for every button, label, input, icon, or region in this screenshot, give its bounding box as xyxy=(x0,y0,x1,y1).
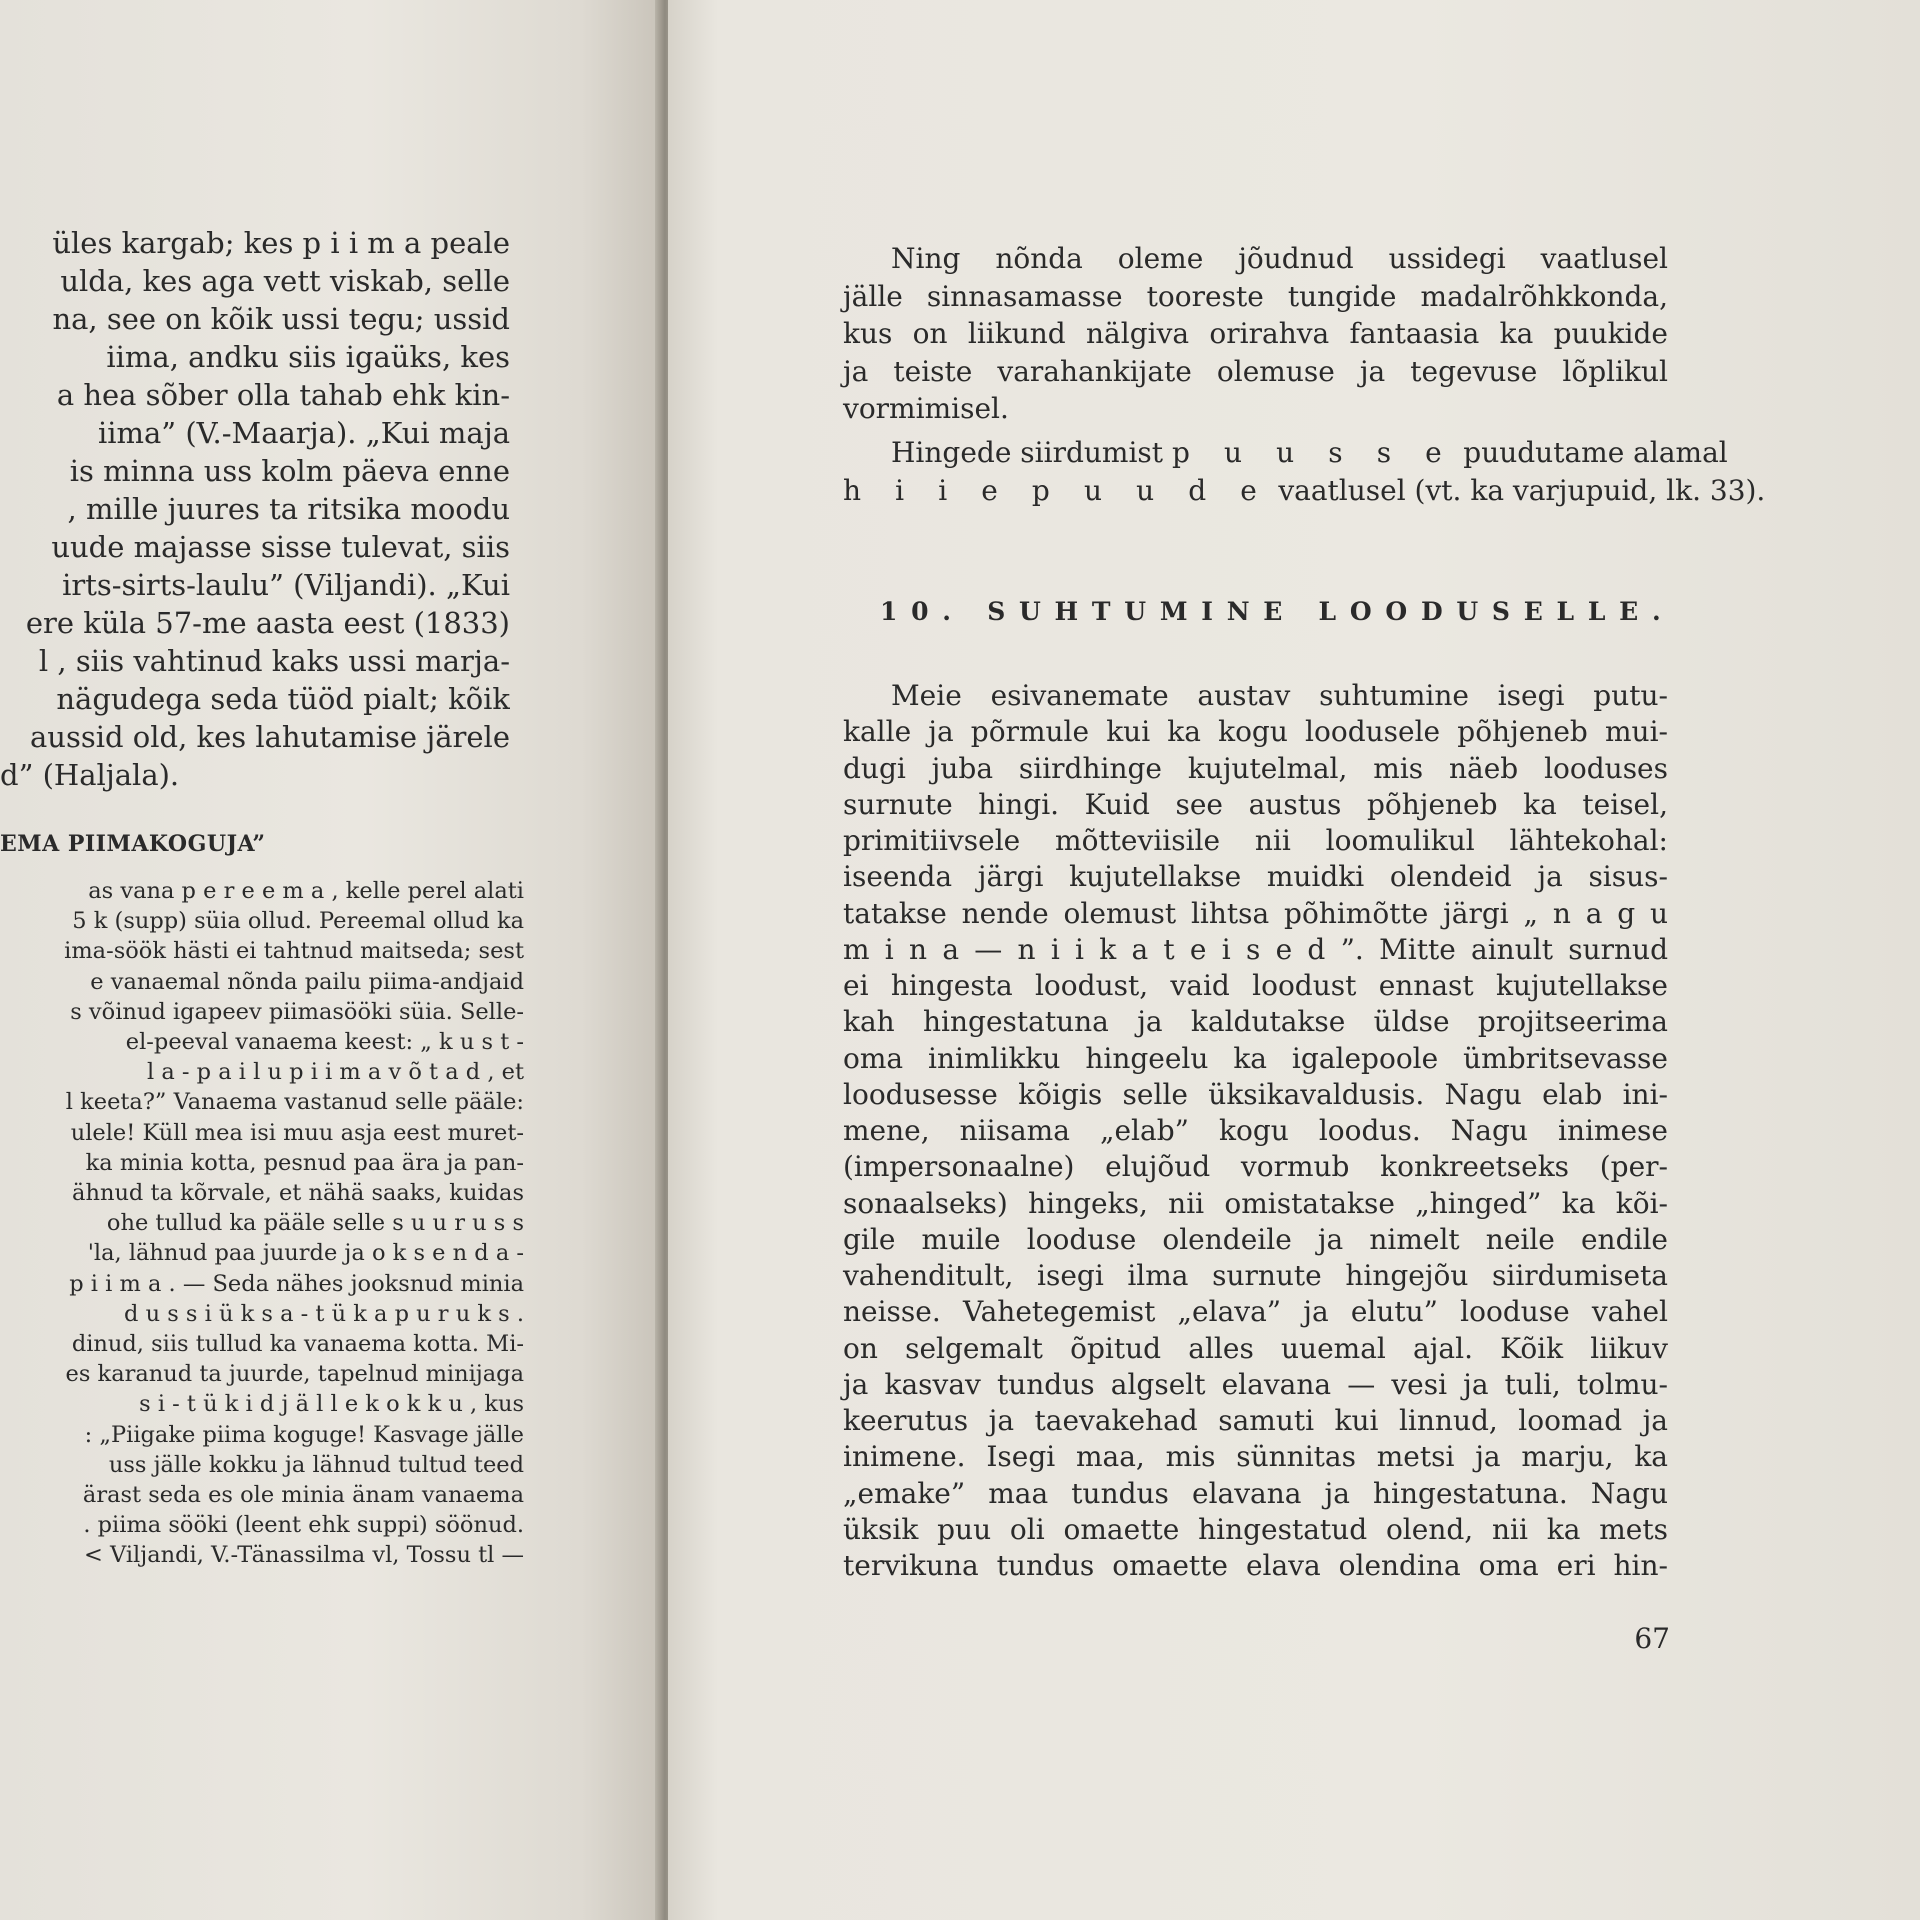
text-line: ärast seda es ole minia änam vanaema xyxy=(82,1482,524,1509)
text-line xyxy=(843,472,1766,510)
text-line: d u s s i ü k s a - t ü k a p u r u k s . xyxy=(124,1300,524,1327)
text-line: ja kasvav tundus algselt elavana — vesi ja tuli, tolmu- xyxy=(843,1367,1668,1401)
text-line: iima, andku siis igaüks, kes xyxy=(106,340,510,374)
text-line: kus on liikund nälgiva orirahva fantaasia ka puukide xyxy=(843,317,1668,351)
text-line: jälle sinnasamasse tooreste tungide madalrõhkkonda, xyxy=(843,279,1668,313)
text-line: üles kargab; kes p i i m a peale xyxy=(52,226,510,260)
text-line: s i - t ü k i d j ä l l e k o k k u , kus xyxy=(139,1391,524,1418)
text-line: oma inimlikku hingeelu ka igalepoole ümbritsevasse xyxy=(843,1041,1668,1075)
right-paragraph-2 xyxy=(843,434,1766,509)
text-line: ei hingesta loodust, vaid loodust ennast kujutellakse xyxy=(843,969,1668,1002)
text-line: 5 k (supp) süia ollud. Pereemal ollud ka xyxy=(72,908,524,935)
text-line: s võinud igapeev piimasööki süia. Selle- xyxy=(70,998,524,1025)
text-line: uss jälle kokku ja lähnud tultud teed xyxy=(108,1451,524,1478)
text-line: uude majasse sisse tulevat, siis xyxy=(51,530,510,564)
text-line: mene, niisama „elab” kogu loodus. Nagu inimese xyxy=(843,1114,1668,1147)
text-line: kalle ja põrmule kui ka kogu loodusele põhjeneb mui- xyxy=(843,715,1668,749)
text-line: irts-sirts-laulu” (Viljandi). „Kui xyxy=(62,568,510,602)
text-line: loodusesse kõigis selle üksikavaldusis. Nagu elab ini- xyxy=(843,1077,1668,1111)
text-line: Meie esivanemate austav suhtumine isegi putu- xyxy=(891,679,1668,712)
text-line: „emake” maa tundus elavana ja hingestatuna. Nagu xyxy=(843,1476,1668,1510)
text-fragment: vaatlusel (vt. ka varjupuid, lk. 33). xyxy=(1278,473,1766,507)
text-line: (impersonaalne) elujõud vormub konkreetseks (per- xyxy=(843,1150,1668,1184)
text-line: < Viljandi, V.-Tänassilma vl, Tossu tl — xyxy=(83,1542,524,1569)
left-subheading: EMA PIIMAKOGUJA” xyxy=(0,831,266,857)
text-line: gile muile looduse olendeile ja nimelt neile endile xyxy=(843,1222,1668,1256)
spaced-text: p u u s s e xyxy=(1171,436,1455,469)
text-line: nägudega seda tüöd pialt; kõik xyxy=(56,682,510,716)
text-line: ulda, kes aga vett viskab, selle xyxy=(60,264,510,298)
text-line: tatakse nende olemust lihtsa põhimõtte järgi „ n a g u xyxy=(843,896,1668,930)
text-line: ohe tullud ka pääle selle s u u r u s s xyxy=(106,1210,524,1237)
left-page xyxy=(0,0,660,1920)
text-line: ulele! Küll mea isi muu asja eest muret- xyxy=(70,1119,524,1146)
text-line: l , siis vahtinud kaks ussi marja- xyxy=(38,644,510,678)
text-line: ja teiste varahankijate olemuse ja tegevuse lõplikul xyxy=(843,354,1668,388)
text-line: a hea sõber olla tahab ehk kin- xyxy=(56,378,510,412)
text-line: vormimisel. xyxy=(843,392,1009,426)
text-line: iima” (V.-Maarja). „Kui maja xyxy=(97,416,510,450)
text-line: as vana p e r e e m a , kelle perel alati xyxy=(88,878,524,904)
text-line: , mille juures ta ritsika moodu xyxy=(67,492,510,526)
text-line: iseenda järgi kujutellakse muidki olendeid ja sisus- xyxy=(843,860,1668,894)
text-line: on selgemalt õpitud alles uuemal ajal. Kõik liikuv xyxy=(843,1331,1668,1365)
text-line: ima-söök hästi ei tahtnud maitseda; sest xyxy=(64,938,524,965)
text-line: e vanaemal nõnda pailu piima-andjaid xyxy=(90,968,524,995)
text-line: keerutus ja taevakehad samuti kui linnud, loomad ja xyxy=(843,1404,1668,1437)
text-line: neisse. Vahetegemist „elava” ja elutu” looduse vahel xyxy=(843,1295,1668,1329)
text-line: ere küla 57-me aasta eest (1833) xyxy=(25,606,510,640)
text-fragment: puudutame alamal xyxy=(1463,436,1728,469)
text-line: : „Piigake piima koguge! Kasvage jälle xyxy=(84,1421,524,1448)
text-line: dugi juba siirdhinge kujutelmal, mis näeb looduses xyxy=(843,751,1668,785)
section-heading: 10. SUHTUMINE LOODUSELLE. xyxy=(880,597,1675,626)
text-line: m i n a — n i i k a t e i s e d ”. Mitte ainult surnud xyxy=(843,932,1668,966)
text-line: primitiivsele mõtteviisile nii loomulikul lähtekohal: xyxy=(843,824,1668,857)
text-line: is minna uss kolm päeva enne xyxy=(69,454,510,488)
text-line: ähnud ta kõrvale, et nähä saaks, kuidas xyxy=(72,1180,524,1207)
text-line xyxy=(843,434,1728,472)
text-line: inimene. Isegi maa, mis sünnitas metsi ja marju, ka xyxy=(843,1440,1668,1474)
text-line: ka minia kotta, pesnud paa ära ja pan- xyxy=(85,1149,524,1176)
text-line: l keeta?” Vanaema vastanud selle pääle: xyxy=(65,1089,524,1116)
left-paragraph-2 xyxy=(0,876,524,1571)
text-line: üksik puu oli omaette hingestatud olend, nii ka mets xyxy=(843,1512,1668,1546)
text-line: kah hingestatuna ja kaldutakse üldse projitseerima xyxy=(843,1005,1668,1039)
left-paragraph-1 xyxy=(0,224,510,794)
text-line: vahenditult, isegi ilma surnute hingejõu siirdumiseta xyxy=(843,1259,1668,1292)
text-line: el-peeval vanaema keest: „ k u s t - xyxy=(125,1029,524,1056)
right-paragraph-1 xyxy=(843,240,1668,428)
text-fragment: Hingede siirdumist xyxy=(891,436,1164,469)
text-line: dinud, siis tullud ka vanaema kotta. Mi- xyxy=(71,1331,524,1358)
right-paragraph-3 xyxy=(843,678,1668,1584)
text-line: sonaalseks) hingeks, nii omistatakse „hinged” ka kõi- xyxy=(843,1186,1668,1220)
text-line: aussid old, kes lahutamise järele xyxy=(29,720,510,754)
text-line: tervikuna tundus omaette elava olendina oma eri hin- xyxy=(843,1549,1668,1582)
text-line: 'la, lähnud paa juurde ja o k s e n d a - xyxy=(87,1240,524,1267)
text-line: l a - p a i l u p i i m a v õ t a d , et xyxy=(147,1059,524,1086)
text-line: d” (Haljala). xyxy=(0,758,180,792)
text-line: p i i m a . — Seda nähes jooksnud minia xyxy=(69,1270,524,1297)
text-line: surnute hingi. Kuid see austus põhjeneb ka teisel, xyxy=(843,787,1668,821)
page-number: 67 xyxy=(1634,1622,1670,1655)
text-line: . piima sööki (leent ehk suppi) söönud. xyxy=(83,1512,524,1539)
text-line: es karanud ta juurde, tapelnud minijaga xyxy=(65,1361,524,1388)
text-line: Ning nõnda oleme jõudnud ussidegi vaatlusel xyxy=(891,242,1668,275)
spaced-text: h i i e p u u d e xyxy=(843,473,1270,507)
text-line: na, see on kõik ussi tegu; ussid xyxy=(52,302,510,336)
